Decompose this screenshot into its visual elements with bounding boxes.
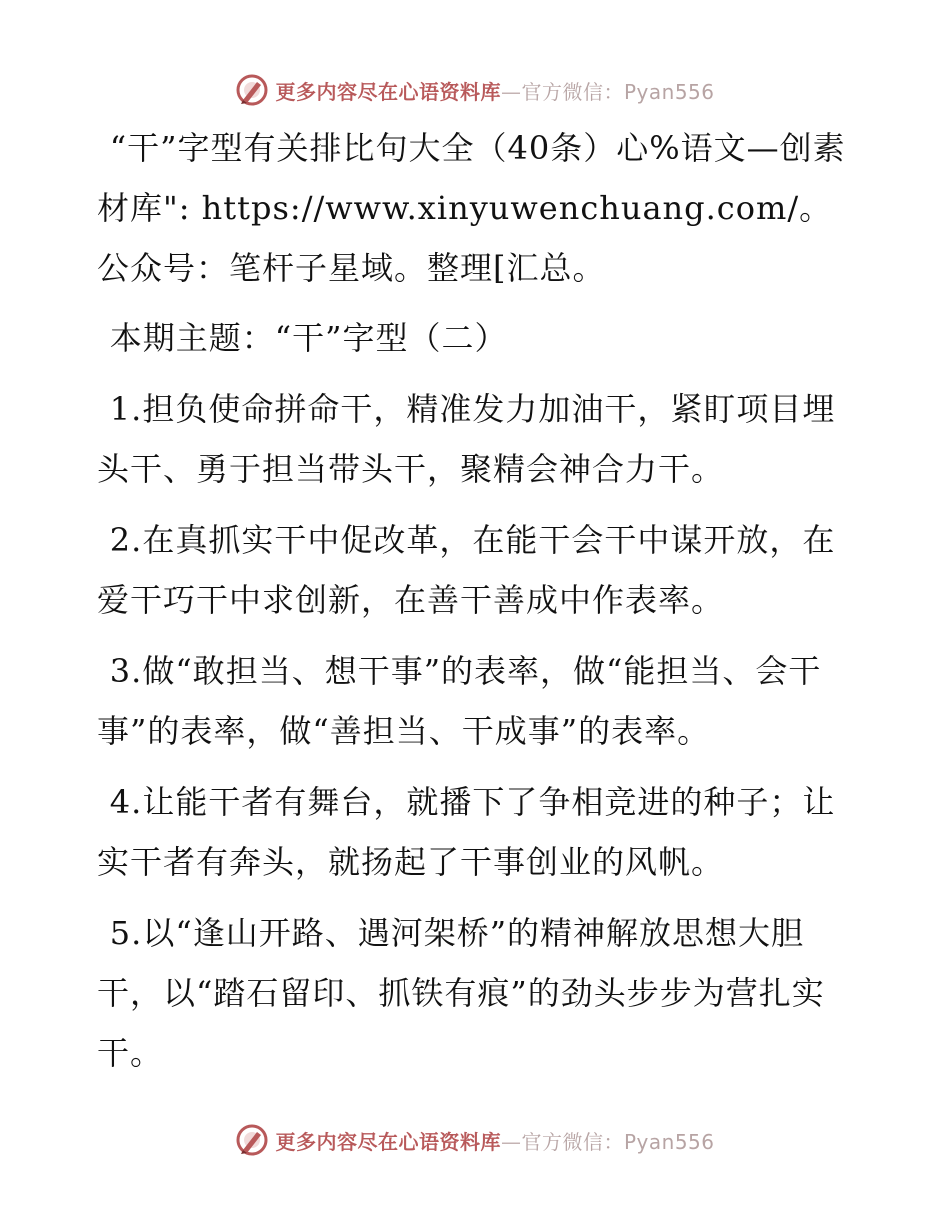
- theme-heading: 本期主题：“干”字型（二）: [109, 319, 508, 357]
- list-item: 2.在真抓实干中促改革，在能干会干中谋开放，在爱干巧干中求创新，在善干善成中作表率。: [97, 521, 836, 619]
- footer-watermark-inner: [235, 1123, 714, 1157]
- header-watermark: [0, 70, 950, 110]
- watermark-contact-id: Pyan556: [623, 79, 715, 104]
- watermark-contact-label: 官方微信：: [521, 1129, 624, 1154]
- footer-watermark: [0, 1120, 950, 1160]
- watermark-site-name: 更多内容尽在心语资料库: [275, 79, 501, 104]
- watermark-separator: —: [500, 79, 522, 104]
- list-item: 3.做“敢担当、想干事”的表率，做“能担当、会干事”的表率，做“善担当、干成事”的表率。: [97, 652, 822, 750]
- watermark-text: [275, 1126, 714, 1155]
- list-item: 5.以“逢山开路、遇河架桥”的精神解放思想大胆干，以“踏石留印、抓铁有痕”的劲头步步为营扎实干。: [97, 914, 825, 1072]
- header-watermark-inner: [235, 73, 714, 107]
- watermark-contact-id: Pyan556: [623, 1129, 715, 1154]
- watermark-contact-label: 官方微信：: [521, 79, 624, 104]
- watermark-text: [275, 76, 714, 105]
- pen-logo-icon: [235, 73, 269, 107]
- pen-logo-icon: [235, 1123, 269, 1157]
- watermark-separator: —: [500, 1129, 522, 1154]
- intro-paragraph: “干”字型有关排比句大全（40条）心%语文—创素材库": https://www.xinyuwenchuang.com/。公众号：笔杆子星域。整理[汇总。: [97, 129, 846, 287]
- watermark-site-name: 更多内容尽在心语资料库: [275, 1129, 501, 1154]
- list-item: 1.担负使命拼命干，精准发力加油干，紧盯项目埋头干、勇于担当带头干，聚精会神合力干。: [97, 390, 836, 488]
- document-body: [97, 118, 852, 1094]
- list-item: 4.让能干者有舞台，就播下了争相竞进的种子；让实干者有奔头，就扬起了干事创业的风帆。: [97, 783, 836, 881]
